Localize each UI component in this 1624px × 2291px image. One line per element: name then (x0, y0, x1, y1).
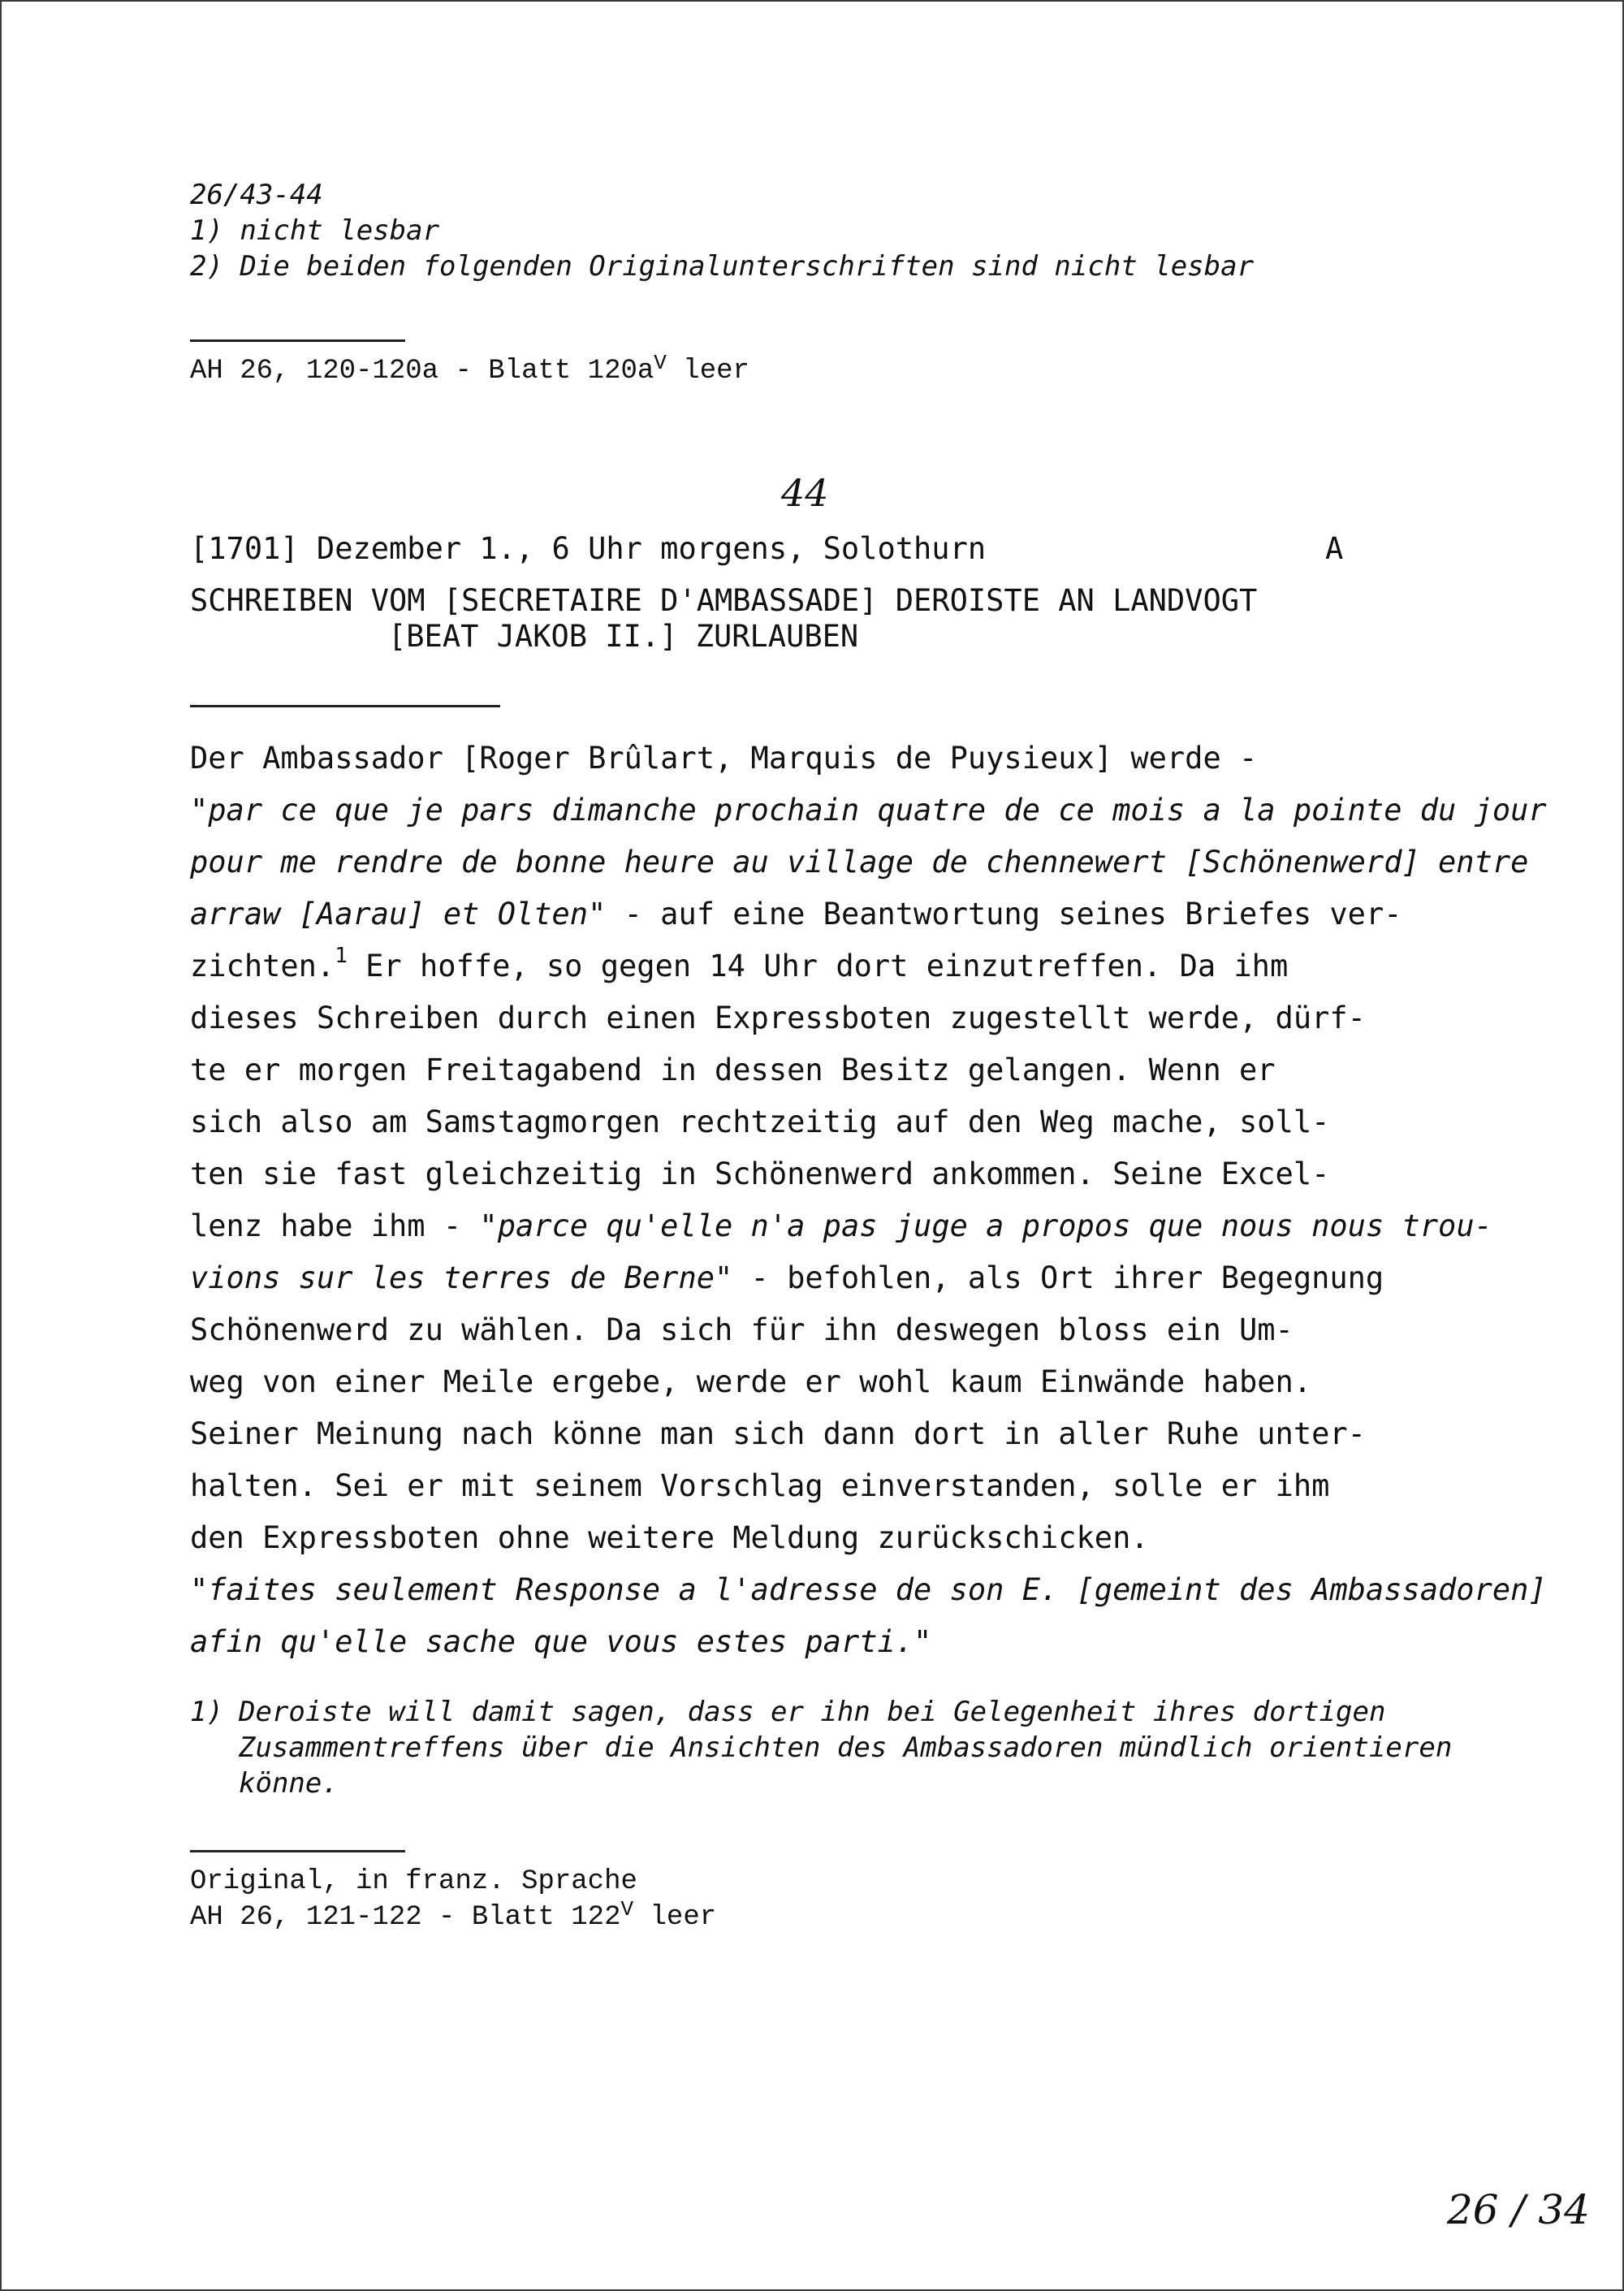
body-quote: arraw [Aarau] et Olten" (190, 897, 607, 932)
body-line (190, 944, 1289, 983)
body-line (190, 1260, 1384, 1295)
body-line: Schönenwerd zu wählen. Da sich für ihn deswegen bloss ein Um- (190, 1312, 1294, 1347)
body-quote: vions sur les terres de Berne" (190, 1260, 733, 1295)
note-2: 2) Die beiden folgenden Originalunterschriften sind nicht lesbar (190, 250, 1255, 283)
divider-rule (190, 339, 405, 342)
body-line (190, 897, 1402, 932)
body-line: dieses Schreiben durch einen Expressboten zugestellt werde, dürf- (190, 1001, 1366, 1035)
body-line: den Expressboten ohne weitere Meldung zurückschicken. (190, 1520, 1149, 1555)
source-rule (190, 1850, 405, 1852)
body-text: zichten. (190, 949, 335, 983)
source-line-2 (190, 1897, 717, 1933)
note-1: 1) nicht lesbar (190, 214, 440, 247)
source-after: leer (633, 1902, 717, 1933)
previous-source-text: AH 26, 120-120a - Blatt 120a (190, 356, 654, 387)
body-line: weg von einer Meile ergebe, werde er wohl kaum Einwände haben. (190, 1364, 1312, 1399)
body-quote: "parce qu'elle n'a pas juge a propos que nous nous trou- (479, 1208, 1492, 1243)
body-line: halten. Sei er mit seinem Vorschlag einverstanden, solle er ihm (190, 1468, 1330, 1503)
footnote-line: Deroiste will damit sagen, dass er ihn bei Gelegenheit ihres dortigen (239, 1696, 1386, 1728)
document-number: 44 (781, 471, 829, 515)
body-text: - auf eine Beantwortung seines Briefes ver- (606, 897, 1402, 932)
archive-reference: 26/43-44 (190, 179, 323, 211)
source-line-1: Original, in franz. Sprache (190, 1866, 637, 1897)
body-line: "faites seulement Response a l'adresse de son E. [gemeint des Ambassadoren] (190, 1572, 1547, 1607)
date-mark: A (1325, 531, 1344, 566)
body-text: lenz habe ihm - (190, 1208, 480, 1243)
source-sup: V (620, 1897, 634, 1921)
title-rule (190, 705, 500, 707)
body-line: pour me rendre de bonne heure au village de chennewert [Schönenwerd] entre (190, 845, 1529, 880)
footnote-line: könne. (239, 1767, 339, 1800)
body-text: - befohlen, als Ort ihrer Begegnung (732, 1260, 1384, 1295)
body-text: Er hoffe, so gegen 14 Uhr dort einzutreffen. Da ihm (347, 949, 1289, 983)
body-line: afin qu'elle sache que vous estes parti." (190, 1624, 932, 1659)
body-line: sich also am Samstagmorgen rechtzeitig auf den Weg mache, soll- (190, 1104, 1330, 1139)
body-line: "par ce que je pars dimanche prochain quatre de ce mois a la pointe du jour (190, 793, 1547, 828)
previous-source-after: leer (666, 356, 749, 387)
body-line: te er morgen Freitagabend in dessen Besitz gelangen. Wenn er (190, 1053, 1276, 1087)
previous-source-line (190, 351, 749, 387)
body-line: Der Ambassador [Roger Brûlart, Marquis de Puysieux] werde - (190, 741, 1258, 776)
date-line: [1701] Dezember 1., 6 Uhr morgens, Solothurn (190, 531, 987, 566)
footnote-ref: 1 (335, 944, 348, 968)
body-line: Seiner Meinung nach könne man sich dann dort in aller Ruhe unter- (190, 1416, 1366, 1451)
footnote-line: Zusammentreffens über die Ansichten des Ambassadoren mündlich orientieren (239, 1731, 1453, 1764)
body-line (190, 1208, 1492, 1243)
document-title-line-2: [BEAT JAKOB II.] ZURLAUBEN (388, 619, 859, 654)
footnote-mark: 1) (190, 1696, 223, 1728)
document-title-line-1: SCHREIBEN VOM [SECRETAIRE D'AMBASSADE] DEROISTE AN LANDVOGT (190, 583, 1258, 618)
previous-source-sup: V (654, 351, 667, 375)
body-line: ten sie fast gleichzeitig in Schönenwerd ankommen. Seine Excel- (190, 1156, 1330, 1191)
source-text: AH 26, 121-122 - Blatt 122 (190, 1902, 621, 1933)
page-number: 26 / 34 (1447, 2186, 1590, 2233)
